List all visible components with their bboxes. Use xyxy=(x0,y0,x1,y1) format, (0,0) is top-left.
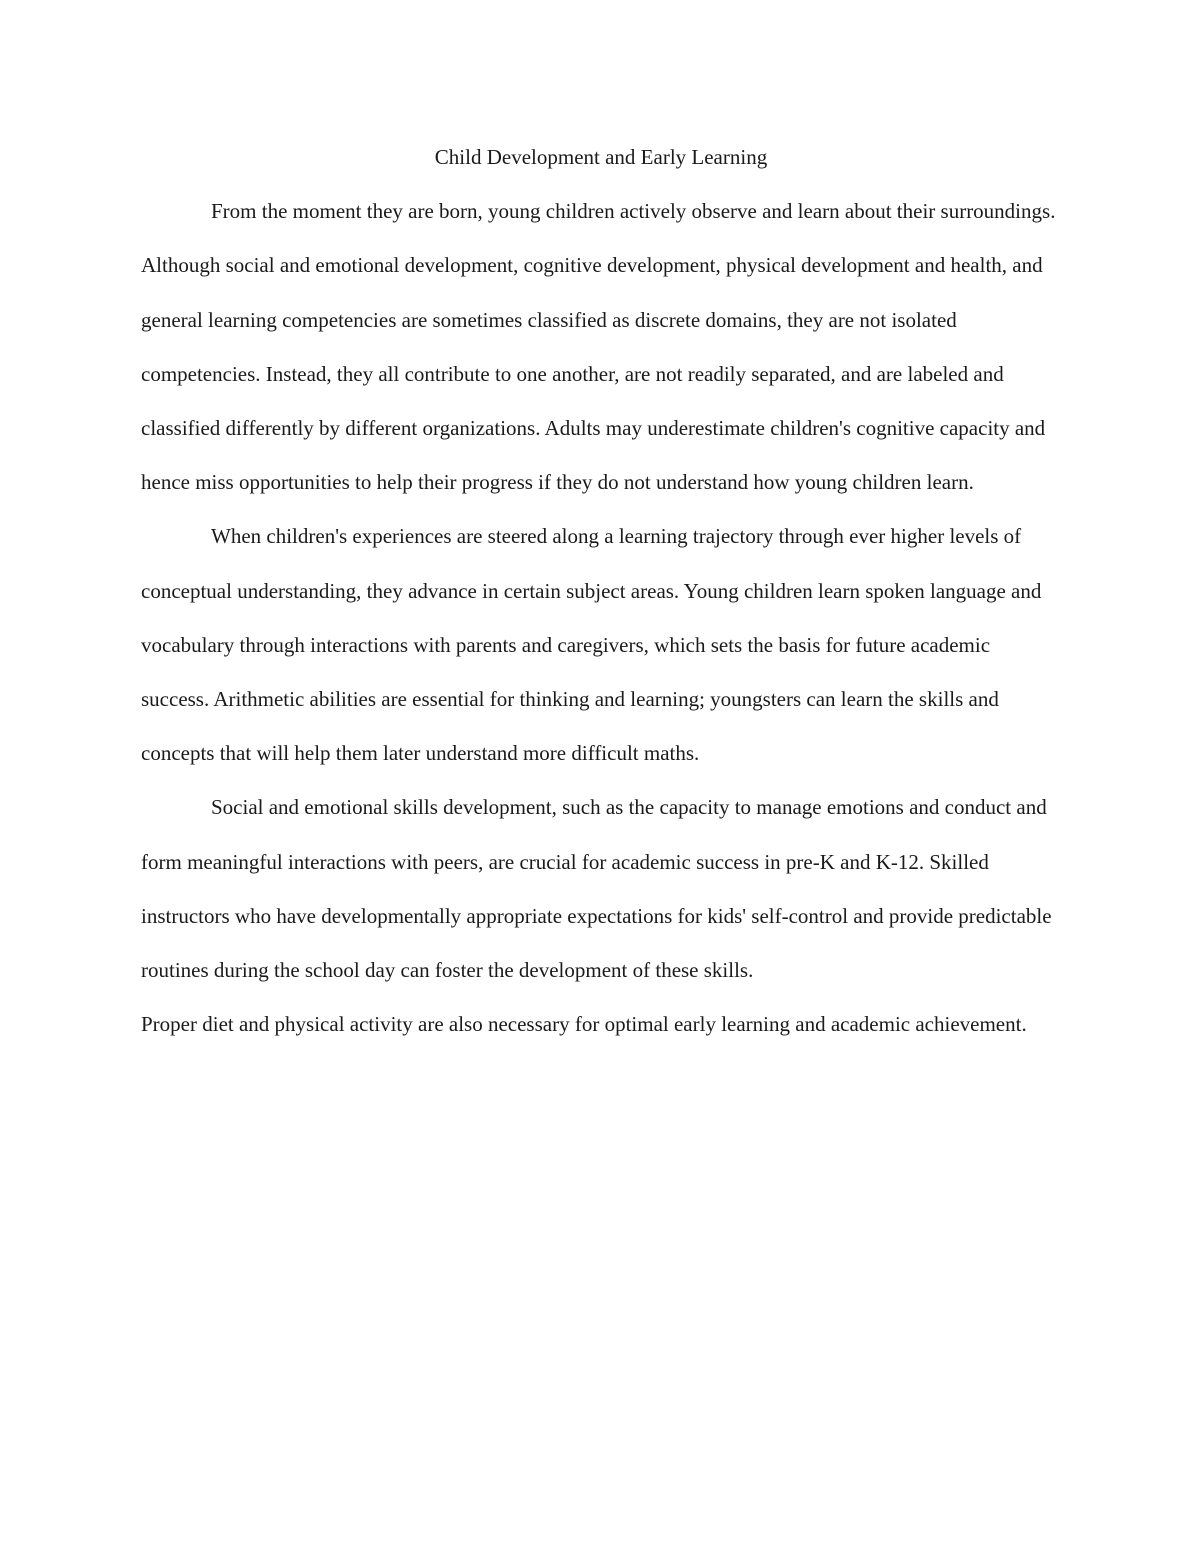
paragraph-3: Social and emotional skills development, such as the capacity to manage emotions and conduct and form meaningful interactions with peers, are crucial for academic success in pre-K and K-12. Skilled instructors who have developmentally appropriate expectations for kids' self-control and provide predictable routines during the school day can foster the development of these skills. xyxy=(141,795,1052,983)
paragraph-1: From the moment they are born, young children actively observe and learn about their surroundings. Although social and emotional development, cognitive development, physical development and health, and general learning competencies are sometimes classified as discrete domains, they are not isolated competencies. Instead, they all contribute to one another, are not readily separated, and are labeled and classified differently by different organizations. Adults may underestimate children's cognitive capacity and hence miss opportunities to help their progress if they do not understand how young children learn. xyxy=(141,199,1056,495)
paragraph-4: Proper diet and physical activity are also necessary for optimal early learning and academic achievement. xyxy=(141,1012,1027,1037)
document-body xyxy=(141,130,1061,1051)
document-title: Child Development and Early Learning xyxy=(434,145,768,169)
paragraph-2: When children's experiences are steered along a learning trajectory through ever higher levels of conceptual understanding, they advance in certain subject areas. Young children learn spoken language and vocabulary through interactions with parents and caregivers, which sets the basis for future academic success. Arithmetic abilities are essential for thinking and learning; youngsters can learn the skills and concepts that will help them later understand more difficult maths. xyxy=(141,524,1042,766)
